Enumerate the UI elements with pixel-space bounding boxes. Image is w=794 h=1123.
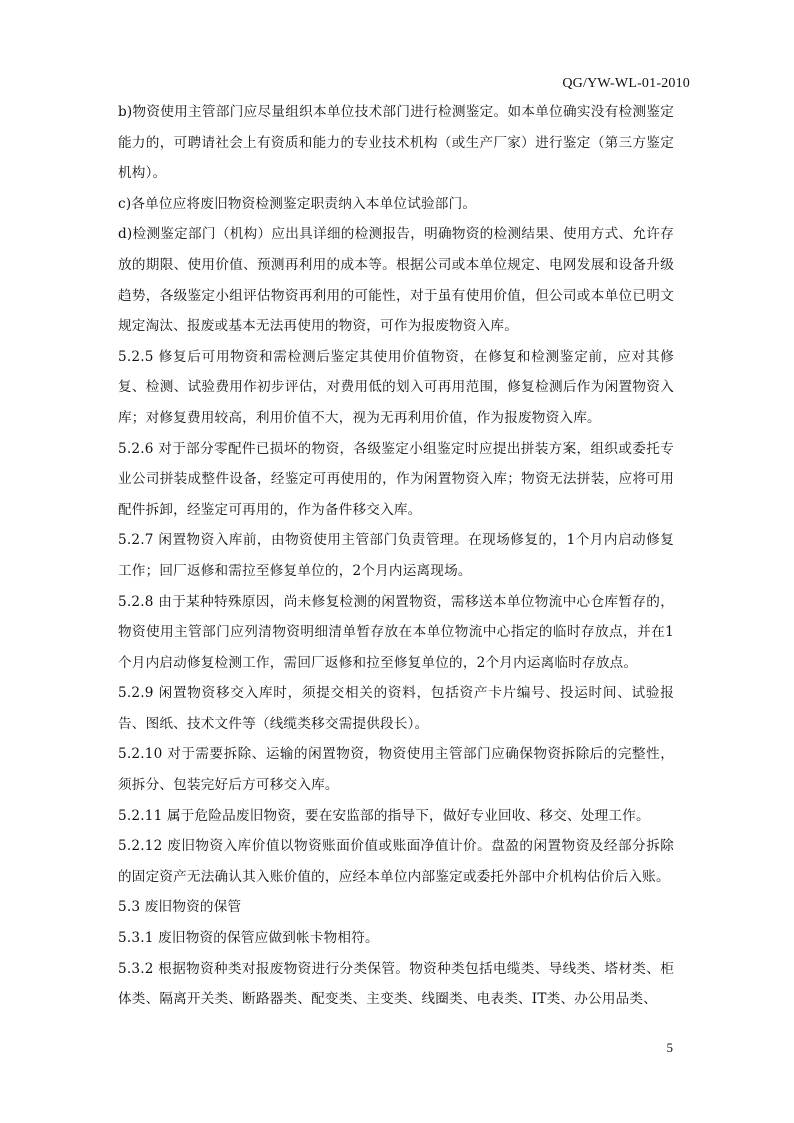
paragraph-5-2-7: 5.2.7 闲置物资入库前，由物资使用主管部门负责管理。在现场修复的，1个月内启动修复工作；回厂返修和需拉至修复单位的，2个月内运离现场。	[118, 532, 674, 579]
section-heading-5-3: 5.3 废旧物资的保管	[118, 899, 242, 916]
paragraph-5-2-8: 5.2.8 由于某种特殊原因，尚未修复检测的闲置物资，需移送本单位物流中心仓库暂存的，物资使用主管部门应列清物资明细清单暂存放在本单位物流中心指定的临时存放点，并在1个月内启动修复检测工作，需回厂返修和拉至修复单位的，2个月内运离临时存放点。	[118, 593, 674, 671]
paragraph-5-3-1: 5.3.1 废旧物资的保管应做到帐卡物相符。	[118, 930, 379, 947]
paragraph-5-2-9: 5.2.9 闲置物资移交入库时，须提交相关的资料，包括资产卡片编号、投运时间、试验报告、图纸、技术文件等（线缆类移交需提供段长）。	[118, 685, 674, 732]
page-number: 5	[666, 1040, 673, 1055]
paragraph-5-2-11: 5.2.11 属于危险品废旧物资，要在安监部的指导下，做好专业回收、移交、处理工作。	[118, 807, 650, 824]
paragraph-5-3-2: 5.3.2 根据物资种类对报废物资进行分类保管。物资种类包括电缆类、导线类、塔材类、柜体类、隔离开关类、断路器类、配变类、主变类、线圈类、电表类、IT类、办公用品类、	[118, 960, 674, 1008]
paragraph-b: b)物资使用主管部门应尽量组织本单位技术部门进行检测鉴定。如本单位确实没有检测鉴定能力的，可聘请社会上有资质和能力的专业技术机构（或生产厂家）进行鉴定（第三方鉴定机构）。	[118, 104, 674, 182]
body-text	[118, 97, 674, 1015]
paragraph-c: c)各单位应将废旧物资检测鉴定职责纳入本单位试验部门。	[118, 195, 477, 212]
paragraph-5-2-6: 5.2.6 对于部分零配件已损坏的物资，各级鉴定小组鉴定时应提出拼装方案，组织或委托专业公司拼装成整件设备，经鉴定可再使用的，作为闲置物资入库；物资无法拼装，应将可用配件拆卸，经鉴定可再用的，作为备件移交入库。	[118, 440, 674, 518]
paragraph-5-2-12: 5.2.12 废旧物资入库价值以物资账面价值或账面净值计价。盘盈的闲置物资及经部分拆除的固定资产无法确认其入账价值的，应经本单位内部鉴定或委托外部中介机构估价后入账。	[118, 838, 674, 885]
paragraph-d: d)检测鉴定部门（机构）应出具详细的检测报告，明确物资的检测结果、使用方式、允许存放的期限、使用价值、预测再利用的成本等。根据公司或本单位规定、电网发展和设备升级趋势，各级鉴定小组评估物资再利用的可能性，对于虽有使用价值，但公司或本单位已明文规定淘汰、报废或基本无法再使用的物资，可作为报废物资入库。	[118, 226, 674, 335]
paragraph-5-2-5: 5.2.5 修复后可用物资和需检测后鉴定其使用价值物资，在修复和检测鉴定前，应对其修复、检测、试验费用作初步评估，对费用低的划入可再用范围，修复检测后作为闲置物资入库；对修复费用较高，利用价值不大，视为无再利用价值，作为报废物资入库。	[118, 348, 674, 426]
document-code: QG/YW-WL-01-2010	[562, 76, 690, 91]
paragraph-5-2-10: 5.2.10 对于需要拆除、运输的闲置物资，物资使用主管部门应确保物资拆除后的完整性，须拆分、包装完好后方可移交入库。	[118, 746, 674, 794]
